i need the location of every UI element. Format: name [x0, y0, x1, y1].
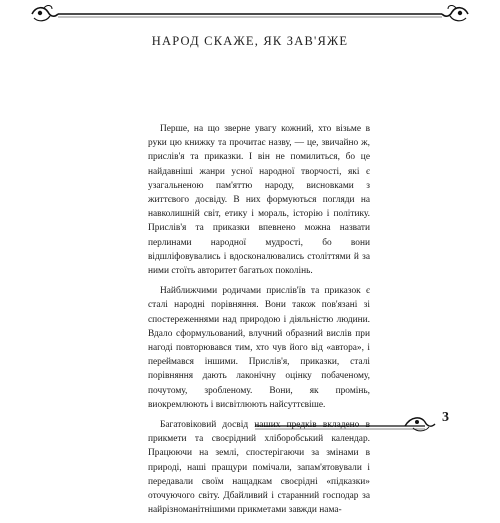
left-flourish-icon — [32, 5, 58, 20]
paragraph: Багатовіковий досвід наших предків вкладено в прикмети та своєрідний хліборобський календар. Працюючи на землі, спостерігаючи за змінами в природі, наші пращури помічали, запам'ятовували і передавали своїм нащадкам своєрідні «підказки» оточуючого світу. Дбайливий і старанний господар за найрізноманітнішими прикметами завжди нама- — [148, 420, 370, 516]
header-ornament-svg — [30, 4, 470, 24]
header-ornament — [30, 4, 470, 24]
right-flourish-icon — [442, 5, 468, 20]
footer-ornament — [255, 410, 455, 434]
footer-flourish-icon — [255, 410, 455, 434]
body-text — [148, 122, 370, 523]
running-head-title: НАРОД СКАЖЕ, ЯК ЗАВ'ЯЖЕ — [151, 34, 349, 48]
paragraph: Перше, на що зверне увагу кожний, хто візьме в руки цю книжку та прочитає назву, — це, звичайно ж, прислів'я та приказки. І він не помилиться, бо це найдавніші жанри усної народної творчості, які є узагальненою пам'яттю народу, висновками з життєвого досвіду. В них формуються погляди на навколишній світ, етику і мораль, історію і політику. Прислів'я та приказки впевнено можна назвати перлинами народної мудрості, бо вони відшліфовувались і вдосконалювались століттями й за ними стоїть авторитет багатьох поколінь. — [148, 124, 370, 277]
page-number: 3 — [442, 410, 449, 425]
paragraph: Найближчими родичами прислів'їв та приказок є сталі народні порівняння. Вони також пов'язані зі спостереженнями над природою і діяльністю людини. Вдало сформульований, влучний образний вислів при нагоді повторювався тим, хто чув його від «автора», і переймався іншими. Прислів'я, приказки, сталі порівняння дають лаконічну оцінку побаченому, почутому, зробленому. Вони, як промінь, виокремлюють і висвітлюють найсуттєвіше. — [148, 286, 370, 410]
